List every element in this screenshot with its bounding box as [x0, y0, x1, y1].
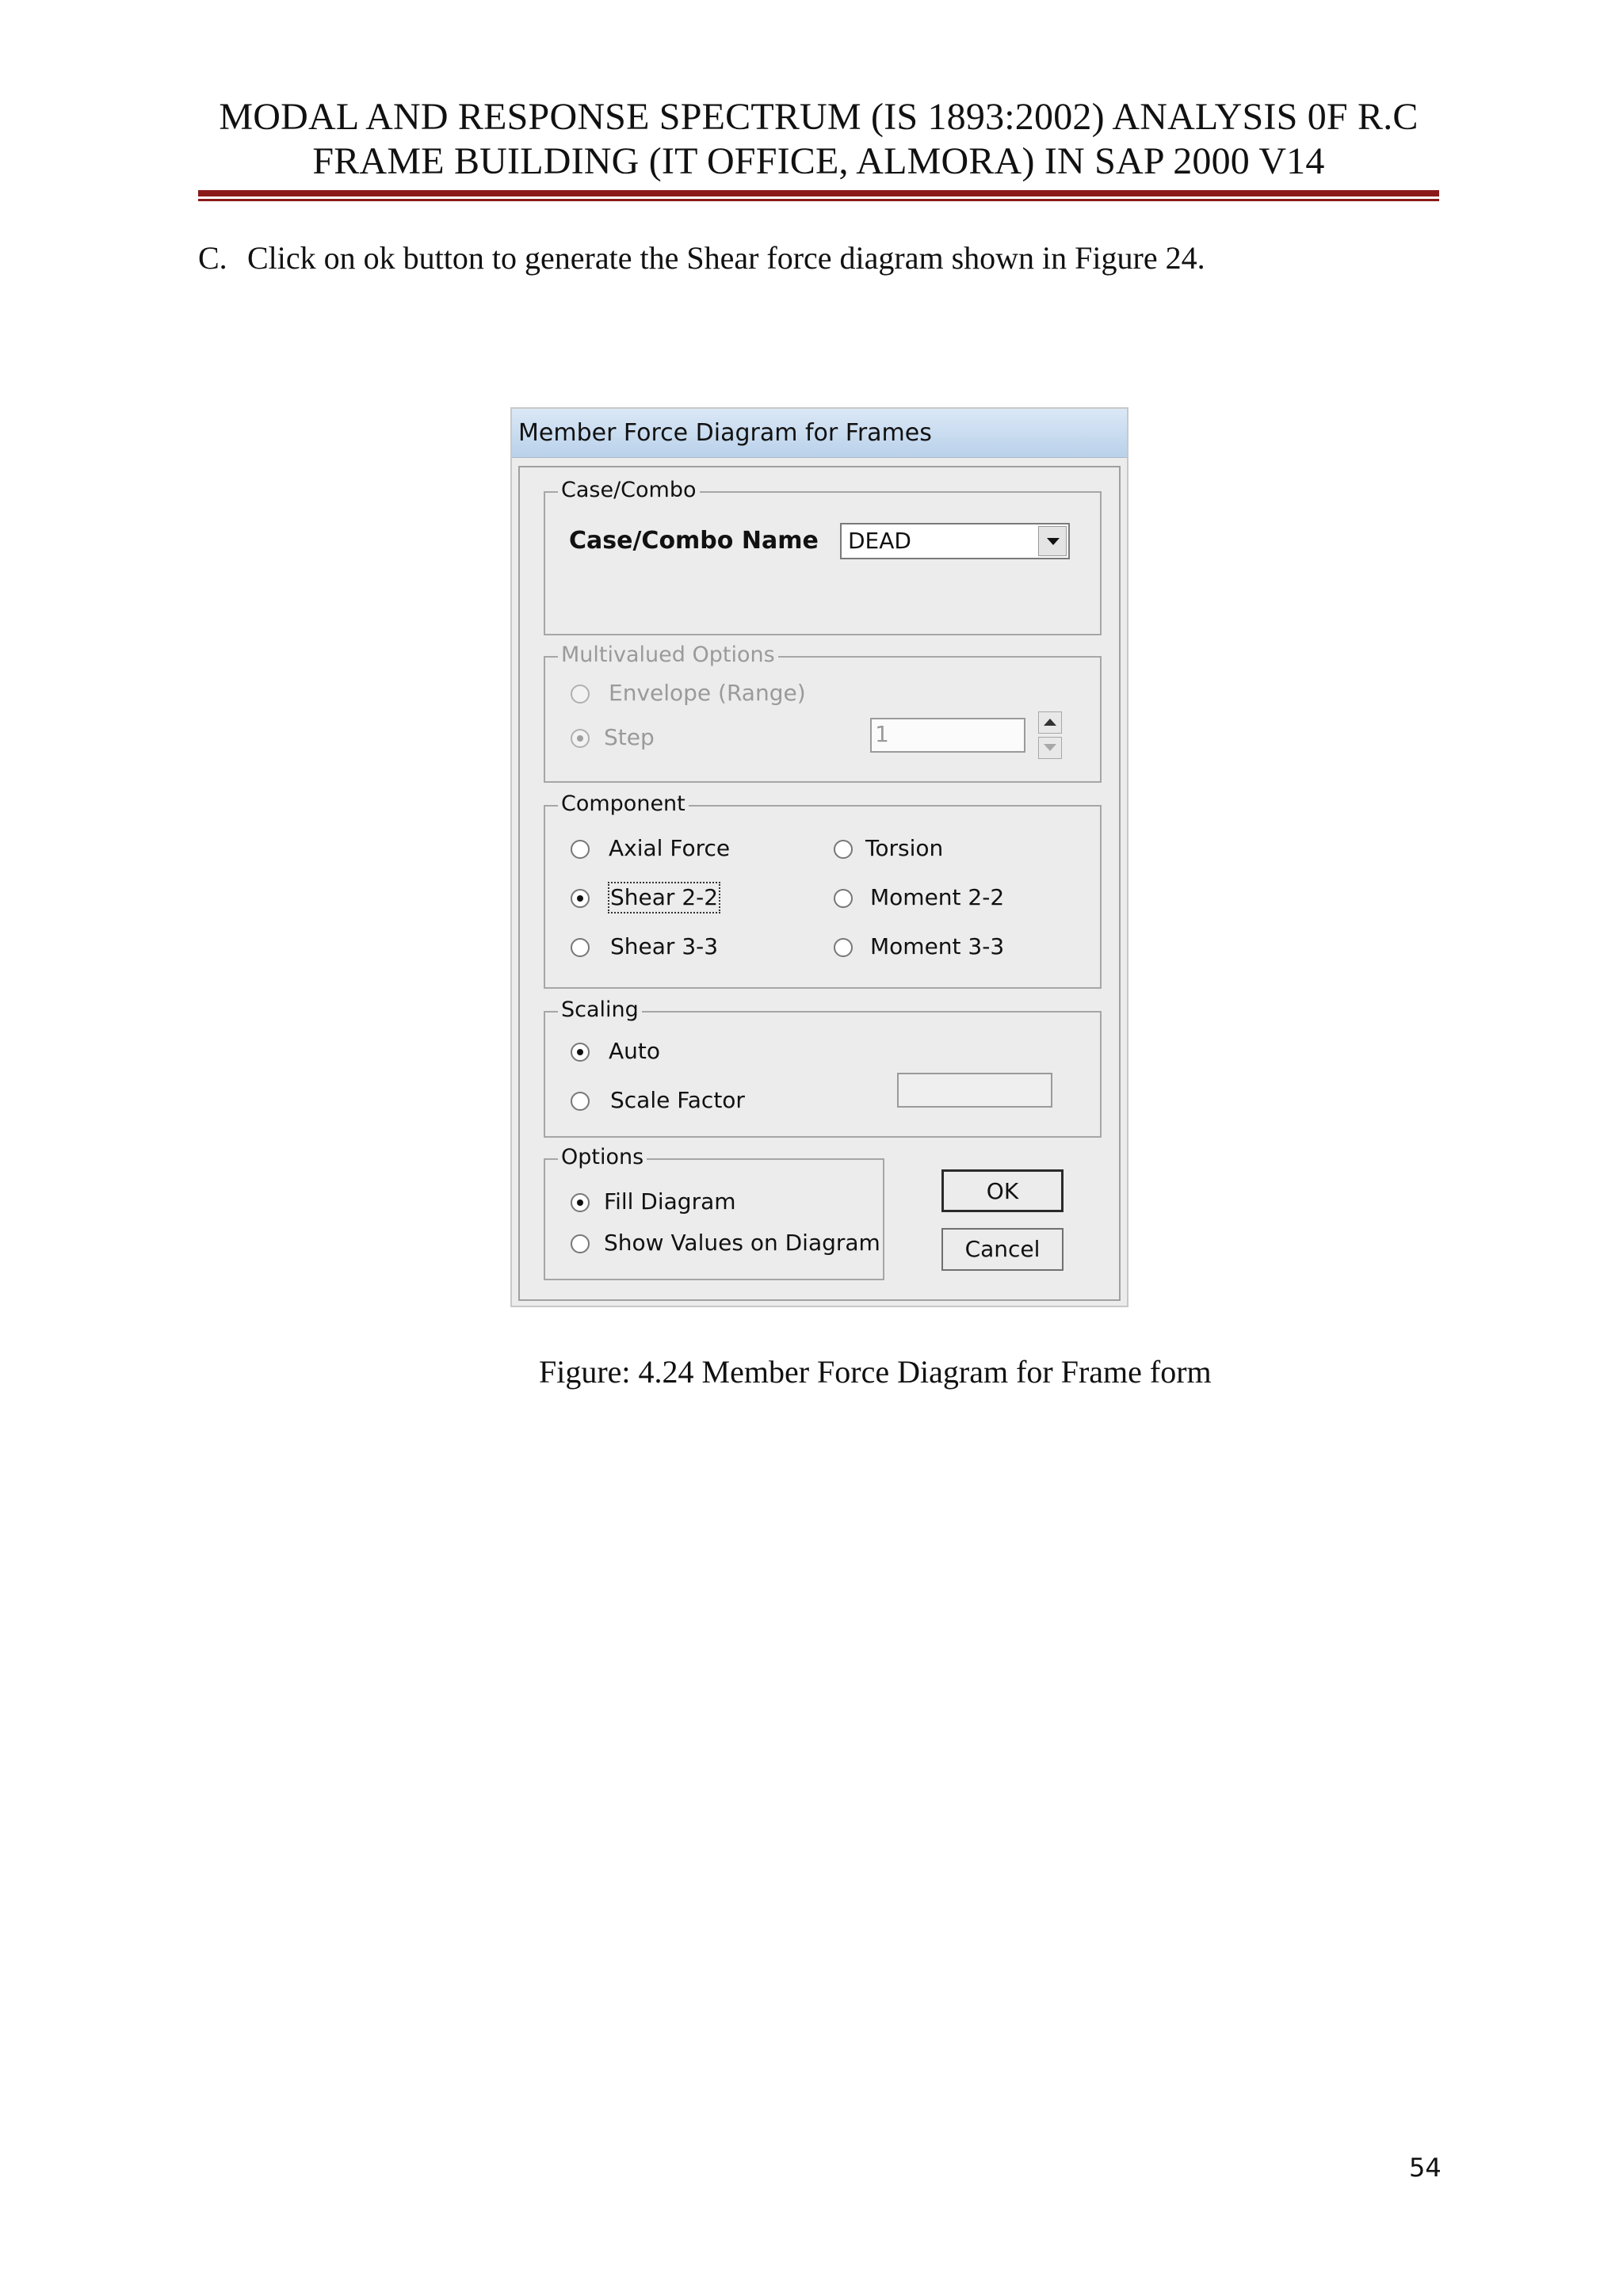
scale-factor-radio[interactable]: [571, 1092, 590, 1111]
shear-2-2-label: Shear 2-2: [610, 884, 719, 910]
torsion-radio[interactable]: [834, 840, 853, 859]
axial-force-radio[interactable]: [571, 840, 590, 859]
case-combo-group: [544, 478, 1102, 635]
step-marker: C.: [198, 240, 227, 276]
page-header: [198, 95, 1439, 184]
torsion-label: Torsion: [865, 835, 944, 861]
show-values-radio[interactable]: [571, 1234, 590, 1253]
moment-2-2-radio[interactable]: [834, 889, 853, 908]
shear-3-3-radio[interactable]: [571, 938, 590, 957]
case-combo-legend: Case/Combo: [558, 477, 700, 504]
step-text: Click on ok button to generate the Shear force diagram shown in Figure 24.: [247, 240, 1205, 276]
figure-caption: Figure: 4.24 Member Force Diagram for Frame form: [539, 1354, 1212, 1390]
axial-force-label: Axial Force: [609, 835, 731, 861]
shear-2-2-radio[interactable]: [571, 889, 590, 908]
dialog-client-area: [518, 466, 1121, 1301]
cancel-button[interactable]: Cancel: [941, 1228, 1064, 1271]
dialog-title: Member Force Diagram for Frames: [512, 409, 1127, 458]
case-combo-name-label: Case/Combo Name: [569, 527, 819, 555]
header-rule-thin: [198, 199, 1439, 201]
scale-factor-label: Scale Factor: [610, 1087, 745, 1113]
step-instruction: [198, 239, 1205, 277]
auto-radio[interactable]: [571, 1043, 590, 1062]
auto-label: Auto: [609, 1038, 661, 1064]
chevron-down-icon[interactable]: [1038, 526, 1067, 556]
ok-button[interactable]: OK: [941, 1169, 1064, 1212]
step-label: Step: [604, 724, 655, 750]
scaling-legend: Scaling: [558, 997, 642, 1024]
step-radio[interactable]: [571, 729, 590, 748]
page-number: 54: [1409, 2153, 1442, 2183]
fill-diagram-label: Fill Diagram: [604, 1188, 736, 1215]
multivalued-legend: Multivalued Options: [558, 642, 778, 669]
fill-diagram-radio[interactable]: [571, 1193, 590, 1212]
moment-2-2-label: Moment 2-2: [870, 884, 1005, 910]
moment-3-3-label: Moment 3-3: [870, 933, 1005, 959]
shear-3-3-label: Shear 3-3: [610, 933, 719, 959]
spin-up-icon[interactable]: [1038, 711, 1062, 734]
scale-factor-input[interactable]: [897, 1073, 1052, 1108]
component-group: [544, 791, 1102, 989]
moment-3-3-radio[interactable]: [834, 938, 853, 957]
scaling-group: [544, 997, 1102, 1138]
step-input[interactable]: 1: [870, 718, 1025, 753]
envelope-label: Envelope (Range): [609, 680, 806, 706]
case-combo-selected: DEAD: [848, 528, 911, 554]
component-legend: Component: [558, 791, 689, 818]
spin-down-icon[interactable]: [1038, 737, 1062, 759]
case-combo-dropdown[interactable]: [840, 523, 1070, 559]
header-line-2: FRAME BUILDING (IT OFFICE, ALMORA) IN SAP 2000 V14: [312, 140, 1325, 182]
envelope-radio[interactable]: [571, 685, 590, 704]
multivalued-options-group: [544, 643, 1102, 783]
header-rule-thick: [198, 190, 1439, 196]
member-force-dialog: [510, 407, 1128, 1307]
options-group: [544, 1145, 884, 1280]
options-legend: Options: [558, 1144, 647, 1171]
show-values-label: Show Values on Diagram: [604, 1230, 880, 1256]
header-line-1: MODAL AND RESPONSE SPECTRUM (IS 1893:2002) ANALYSIS 0F R.C: [219, 96, 1419, 138]
